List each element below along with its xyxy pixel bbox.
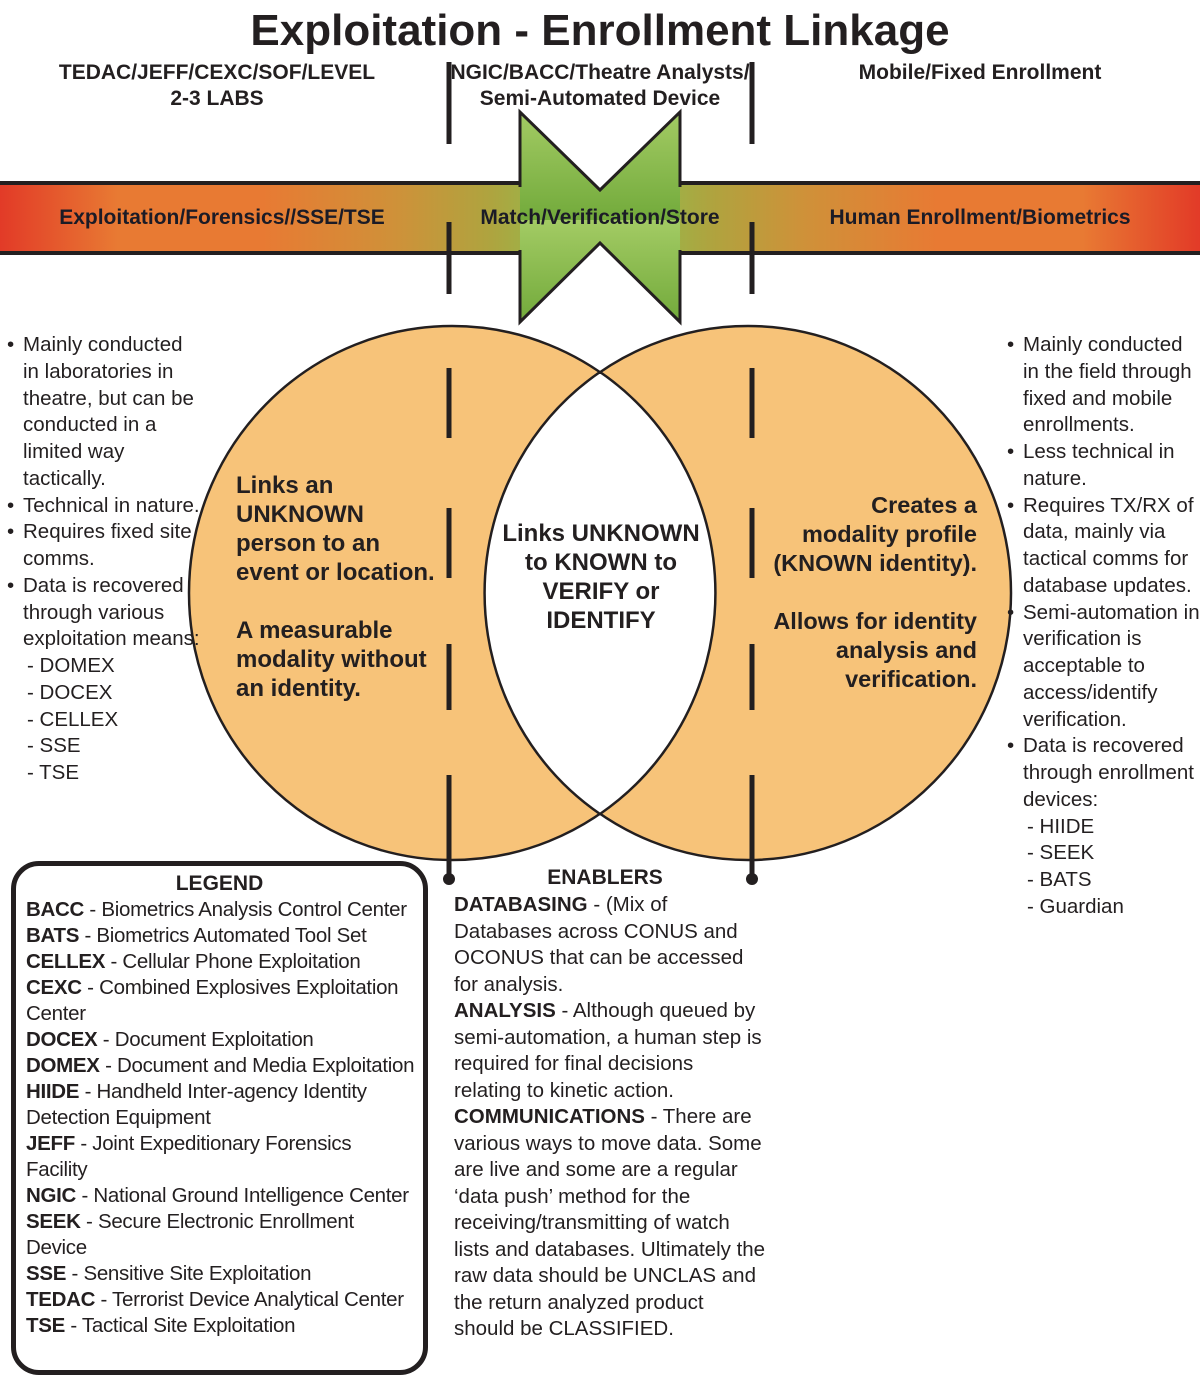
legend-entry xyxy=(26,1287,417,1313)
venn-right-text xyxy=(701,491,977,694)
column-header-enrollment xyxy=(780,60,1180,86)
page-title: Exploitation - Enrollment Linkage xyxy=(250,6,950,55)
legend-abbr: SEEK xyxy=(26,1210,81,1233)
sub-list-item: - SEEK xyxy=(1027,841,1095,865)
right-bullet-panel xyxy=(1006,332,1200,921)
venn-center-text xyxy=(488,519,714,635)
enablers-heading: ENABLERS xyxy=(547,866,663,889)
venn-text-line: an identity. xyxy=(236,675,361,702)
bar-label-exploitation: Exploitation/Forensics//SSE/TSE xyxy=(59,206,385,229)
legend-abbr: DOCEX xyxy=(26,1028,98,1051)
enabler-description: - There are various ways to move data. Some are live and some are a regular ‘data push’ method for the receiving/transmitting of watch lists and databases. Ultimately the raw data should be UNCLAS and the return analyzed product should be CLASSIFIED. xyxy=(454,1105,766,1340)
sub-list-item: - TSE xyxy=(27,761,80,784)
venn-text-line xyxy=(236,587,435,616)
legend-entry xyxy=(26,1261,417,1287)
sub-list-item: - BATS xyxy=(1027,868,1092,891)
legend-entry xyxy=(26,1209,417,1261)
enabler-paragraph xyxy=(454,998,766,1104)
legend-definition: - National Ground Intelligence Center xyxy=(76,1184,409,1207)
legend-definition: - Tactical Site Exploitation xyxy=(64,1314,296,1337)
legend-entry xyxy=(26,949,417,975)
column-header-labs xyxy=(17,60,417,112)
venn-left-text xyxy=(236,471,435,703)
bullet-item: • Technical in nature. xyxy=(6,493,204,520)
enabler-term: DATABASING xyxy=(454,893,588,916)
legend-definition: - Joint Expeditionary Forensics Facility xyxy=(26,1132,352,1181)
venn-text-line: verification. xyxy=(845,666,977,692)
header-line: NGIC/BACC/Theatre Analysts/ xyxy=(450,61,750,84)
header-line: 2-3 LABS xyxy=(170,87,264,110)
bullet-item: • Mainly conducted in the field through fixed and mobile enrollments. xyxy=(1006,332,1200,439)
legend-definition: - Document and Media Exploitation xyxy=(99,1054,415,1077)
legend-definition: - Handheld Inter-agency Identity Detection Equipment xyxy=(26,1080,367,1129)
enabler-paragraph xyxy=(454,892,766,998)
legend-entry xyxy=(26,1131,417,1183)
legend-definition: - Combined Explosives Exploitation Center xyxy=(26,976,399,1025)
venn-text-line: UNKNOWN xyxy=(236,501,364,528)
legend-entries xyxy=(16,896,423,1339)
header-line: TEDAC/JEFF/CEXC/SOF/LEVEL xyxy=(58,61,376,84)
legend-abbr: NGIC xyxy=(26,1184,77,1207)
left-bullet-panel xyxy=(6,332,204,787)
header-line: Mobile/Fixed Enrollment xyxy=(858,61,1102,84)
venn-text-line: Links UNKNOWN xyxy=(502,520,700,547)
venn-text-line: modality profile xyxy=(802,521,977,547)
venn-text-line: to KNOWN to xyxy=(525,549,677,576)
sub-list-item: - DOCEX xyxy=(27,680,113,704)
sub-list-item: - CELLEX xyxy=(27,707,119,731)
sub-list-item: - HIIDE xyxy=(1027,814,1095,838)
legend-entry xyxy=(26,897,417,923)
sub-list-item: - Guardian xyxy=(1027,894,1124,918)
bar-label-human-enrollment: Human Enrollment/Biometrics xyxy=(829,206,1131,229)
bullet-item: • Data is recovered through enrollment devices: xyxy=(1006,733,1200,813)
legend-box xyxy=(11,861,428,1375)
legend-entry xyxy=(26,1053,417,1079)
legend-definition: - Biometrics Automated Tool Set xyxy=(79,924,367,947)
connector-dot-left xyxy=(443,873,455,885)
bullet-item: • Semi-automation in verification is acceptable to access/identify verification. xyxy=(1006,600,1200,734)
legend-abbr: DOMEX xyxy=(26,1054,100,1077)
legend-definition: - Sensitive Site Exploitation xyxy=(66,1262,312,1285)
bullet-item: • Less technical in nature. xyxy=(1006,439,1200,493)
legend-abbr: HIIDE xyxy=(26,1080,80,1103)
legend-entry xyxy=(26,1183,417,1209)
legend-abbr: SSE xyxy=(26,1262,67,1285)
legend-definition: - Secure Electronic Enrollment Device xyxy=(26,1210,354,1259)
venn-text-line: IDENTIFY xyxy=(546,607,656,634)
venn-text-line: VERIFY or xyxy=(542,578,660,605)
venn-text-line: person to an xyxy=(236,530,381,557)
venn-text-line xyxy=(701,578,977,607)
legend-abbr: BACC xyxy=(26,898,85,921)
legend-definition: - Document Exploitation xyxy=(97,1028,314,1051)
sub-list-item: - SSE xyxy=(27,734,81,758)
legend-abbr: BATS xyxy=(26,924,80,947)
venn-text-line: event or location. xyxy=(236,559,435,586)
legend-abbr: TSE xyxy=(26,1314,65,1337)
legend-entry xyxy=(26,975,417,1027)
legend-entry xyxy=(26,1313,417,1339)
enabler-term: ANALYSIS xyxy=(454,999,556,1022)
sub-list-item: - DOMEX xyxy=(27,654,115,677)
venn-text-line: A measurable xyxy=(236,617,393,644)
bullet-item: • Requires fixed site comms. xyxy=(6,519,204,573)
bullet-item: • Mainly conducted in laboratories in theatre, but can be conducted in a limited way tactically. xyxy=(6,332,204,493)
bullet-item: • Data is recovered through various exploitation means: xyxy=(6,573,204,653)
legend-entry xyxy=(26,1027,417,1053)
legend-abbr: JEFF xyxy=(26,1132,75,1155)
legend-entry xyxy=(26,1079,417,1131)
header-line: Semi-Automated Device xyxy=(479,87,721,110)
bar-label-match: Match/Verification/Store xyxy=(480,206,720,229)
enablers-section xyxy=(454,892,766,1343)
enabler-paragraph xyxy=(454,1104,766,1343)
venn-text-line: analysis and xyxy=(835,637,977,663)
legend-abbr: CELLEX xyxy=(26,950,106,973)
legend-heading: LEGEND xyxy=(175,872,264,895)
legend-abbr: TEDAC xyxy=(26,1288,96,1311)
column-header-analysts xyxy=(450,60,750,112)
legend-definition: - Terrorist Device Analytical Center xyxy=(95,1288,404,1311)
venn-text-line: (KNOWN identity). xyxy=(773,550,977,576)
legend-definition: - Biometrics Analysis Control Center xyxy=(84,898,407,921)
legend-definition: - Cellular Phone Exploitation xyxy=(105,950,361,973)
venn-text-line: Creates a xyxy=(871,492,977,518)
enabler-description: - Although queued by semi-automation, a human step is required for final decisions relating to kinetic action. xyxy=(454,999,762,1102)
venn-text-line: Links an xyxy=(236,472,334,499)
venn-text-line: modality without xyxy=(236,646,427,673)
legend-entry xyxy=(26,923,417,949)
enabler-term: COMMUNICATIONS xyxy=(454,1105,645,1128)
bullet-item: • Requires TX/RX of data, mainly via tactical comms for database updates. xyxy=(1006,493,1200,600)
enabler-description: - (Mix of Databases across CONUS and OCONUS that can be accessed for analysis. xyxy=(454,893,744,996)
venn-text-line: Allows for identity xyxy=(773,608,977,634)
legend-abbr: CEXC xyxy=(26,976,82,999)
